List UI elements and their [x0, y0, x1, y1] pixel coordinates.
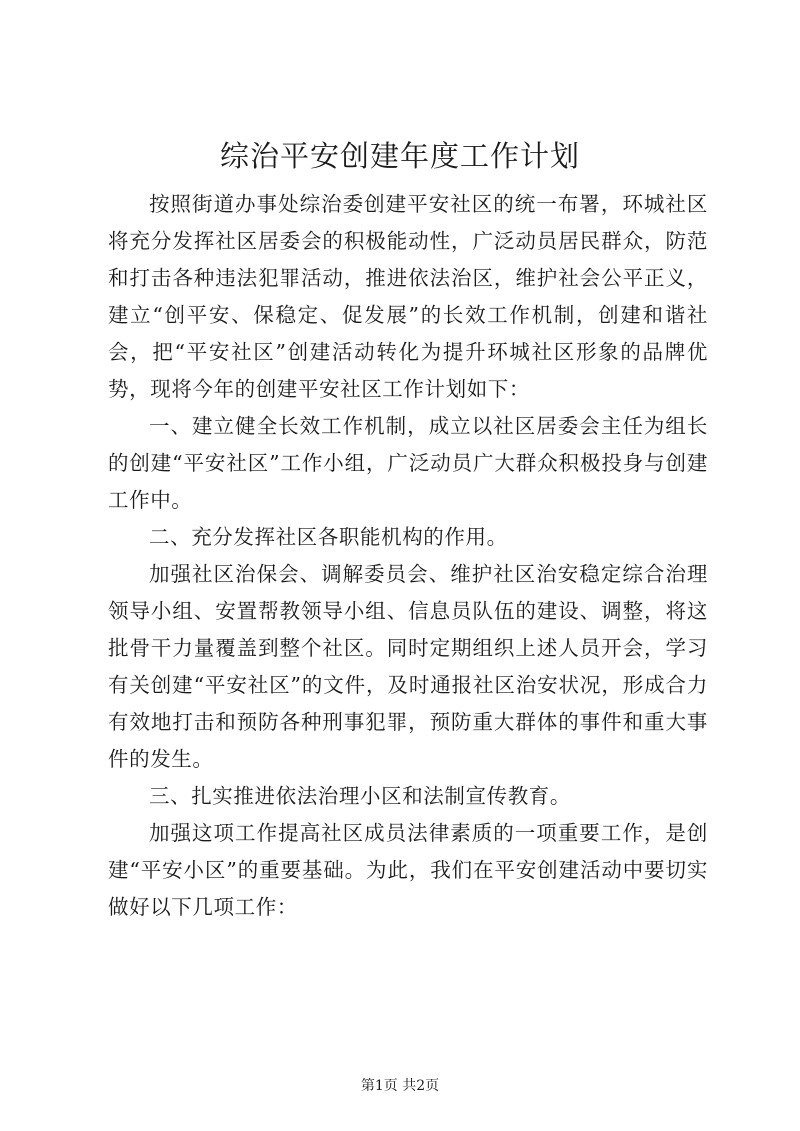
- paragraph-section-2-heading: 二、充分发挥社区各职能机构的作用。: [149, 525, 508, 549]
- paragraph-intro: 按照街道办事处综治委创建平安社区的统一布署，环城社区将充分发挥社区居委会的积极能动性，广泛动员居民群众，防范和打击各种违法犯罪活动，推进依法治区，维护社会公平正义，建立“创平安、保稳定、促发展”的长效工作机制，创建和谐社会，把“平安社区”创建活动转化为提升环城社区形象的品牌优势，现将今年的创建平安社区工作计划如下：: [108, 192, 708, 401]
- page-number: 第1页 共2页: [360, 1078, 440, 1094]
- document-body: [108, 186, 708, 926]
- document-title: 综治平安创建年度工作计划: [219, 139, 580, 173]
- paragraph-section-2-body: 加强社区治保会、调解委员会、维护社区治安稳定综合治理领导小组、安置帮教领导小组、信息员队伍的建设、调整，将这批骨干力量覆盖到整个社区。同时定期组织上述人员开会，学习有关创建“平安社区”的文件，及时通报社区治安状况，形成合力有效地打击和预防各种刑事犯罪，预防重大群体的事件和重大事件的发生。: [108, 562, 708, 771]
- paragraph-section-3-heading: 三、扎实推进依法治理小区和法制宣传教育。: [149, 784, 571, 808]
- paragraph-section-3-body: 加强这项工作提高社区成员法律素质的一项重要工作，是创建“平安小区”的重要基础。为此，我们在平安创建活动中要切实做好以下几项工作：: [108, 821, 708, 919]
- paragraph-section-1: 一、建立健全长效工作机制，成立以社区居委会主任为组长的创建“平安社区”工作小组，广泛动员广大群众积极投身与创建工作中。: [108, 414, 708, 512]
